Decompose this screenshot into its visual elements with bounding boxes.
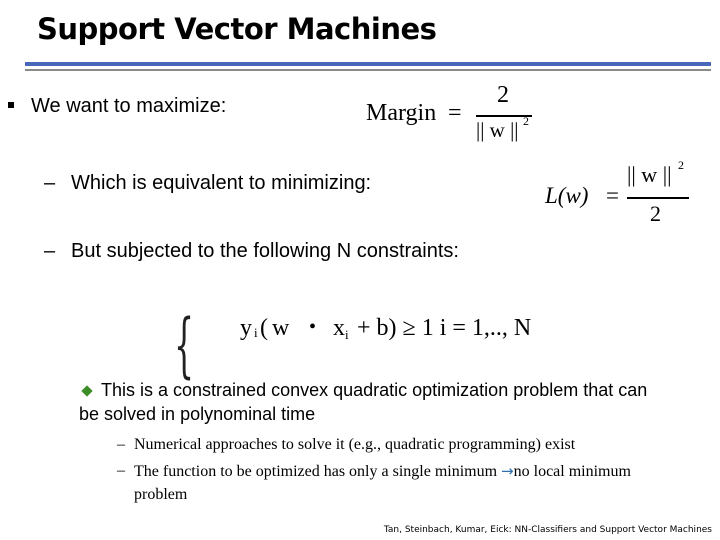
margin-numerator: 2 [497,82,509,108]
sub-bullet-1-dash: – [44,172,56,194]
main-bullet-text: We want to maximize: [31,95,227,117]
loss-equals: = [606,183,619,208]
loss-exponent: 2 [678,158,684,172]
constraint-rest: + b) ≥ 1 i = 1,.., N [357,315,532,341]
loss-denominator: 2 [650,201,661,226]
sub-bullet-2-dash: – [44,240,56,262]
constraint-x-sub: i [345,327,349,342]
loss-fraction-bar [627,197,689,199]
sub-item-2-line1 [134,462,631,481]
sub-item-2-text-after: no local minimum [513,463,631,480]
sub-item-1-dash: – [117,436,125,453]
loss-numerator: || w || [627,162,672,187]
sub-bullet-1-text: Which is equivalent to minimizing: [71,172,372,194]
constraint-y: y [240,315,252,341]
sub-bullet-2-text: But subjected to the following N constraints: [71,240,459,262]
margin-label: Margin [366,100,437,126]
margin-denominator: || w || [476,118,519,142]
sub-item-1-text: Numerical approaches to solve it (e.g., quadratic programming) exist [134,436,576,453]
constraint-open-paren: ( [260,315,268,341]
margin-exponent: 2 [523,114,529,128]
constraint-dot: • [309,316,317,338]
constraint-x: x [333,315,345,341]
margin-equals: = [448,100,462,126]
diamond-text-line1: This is a constrained convex quadratic optimization problem that can [101,380,648,400]
sub-item-2-dash: – [117,462,125,479]
arrow-right-icon: → [501,462,514,480]
constraint-y-sub: i [254,325,258,340]
square-bullet-icon [8,102,14,108]
title-rule-gray [25,69,711,71]
title-rule-blue [25,62,711,66]
slide-title: Support Vector Machines [37,12,437,46]
constraint-w: w [272,315,290,341]
sub-item-2-text-before: The function to be optimized has only a single minimum [134,463,502,480]
brace-icon: { [174,304,195,386]
slide-footer: Tan, Steinbach, Kumar, Eick: NN-Classifiers and Support Vector Machines [383,525,712,535]
diamond-text-line2: be solved in polynominal time [79,404,316,424]
diamond-bullet-icon [81,385,92,396]
loss-label: L(w) [545,183,589,208]
sub-item-2-line2: problem [134,486,188,503]
